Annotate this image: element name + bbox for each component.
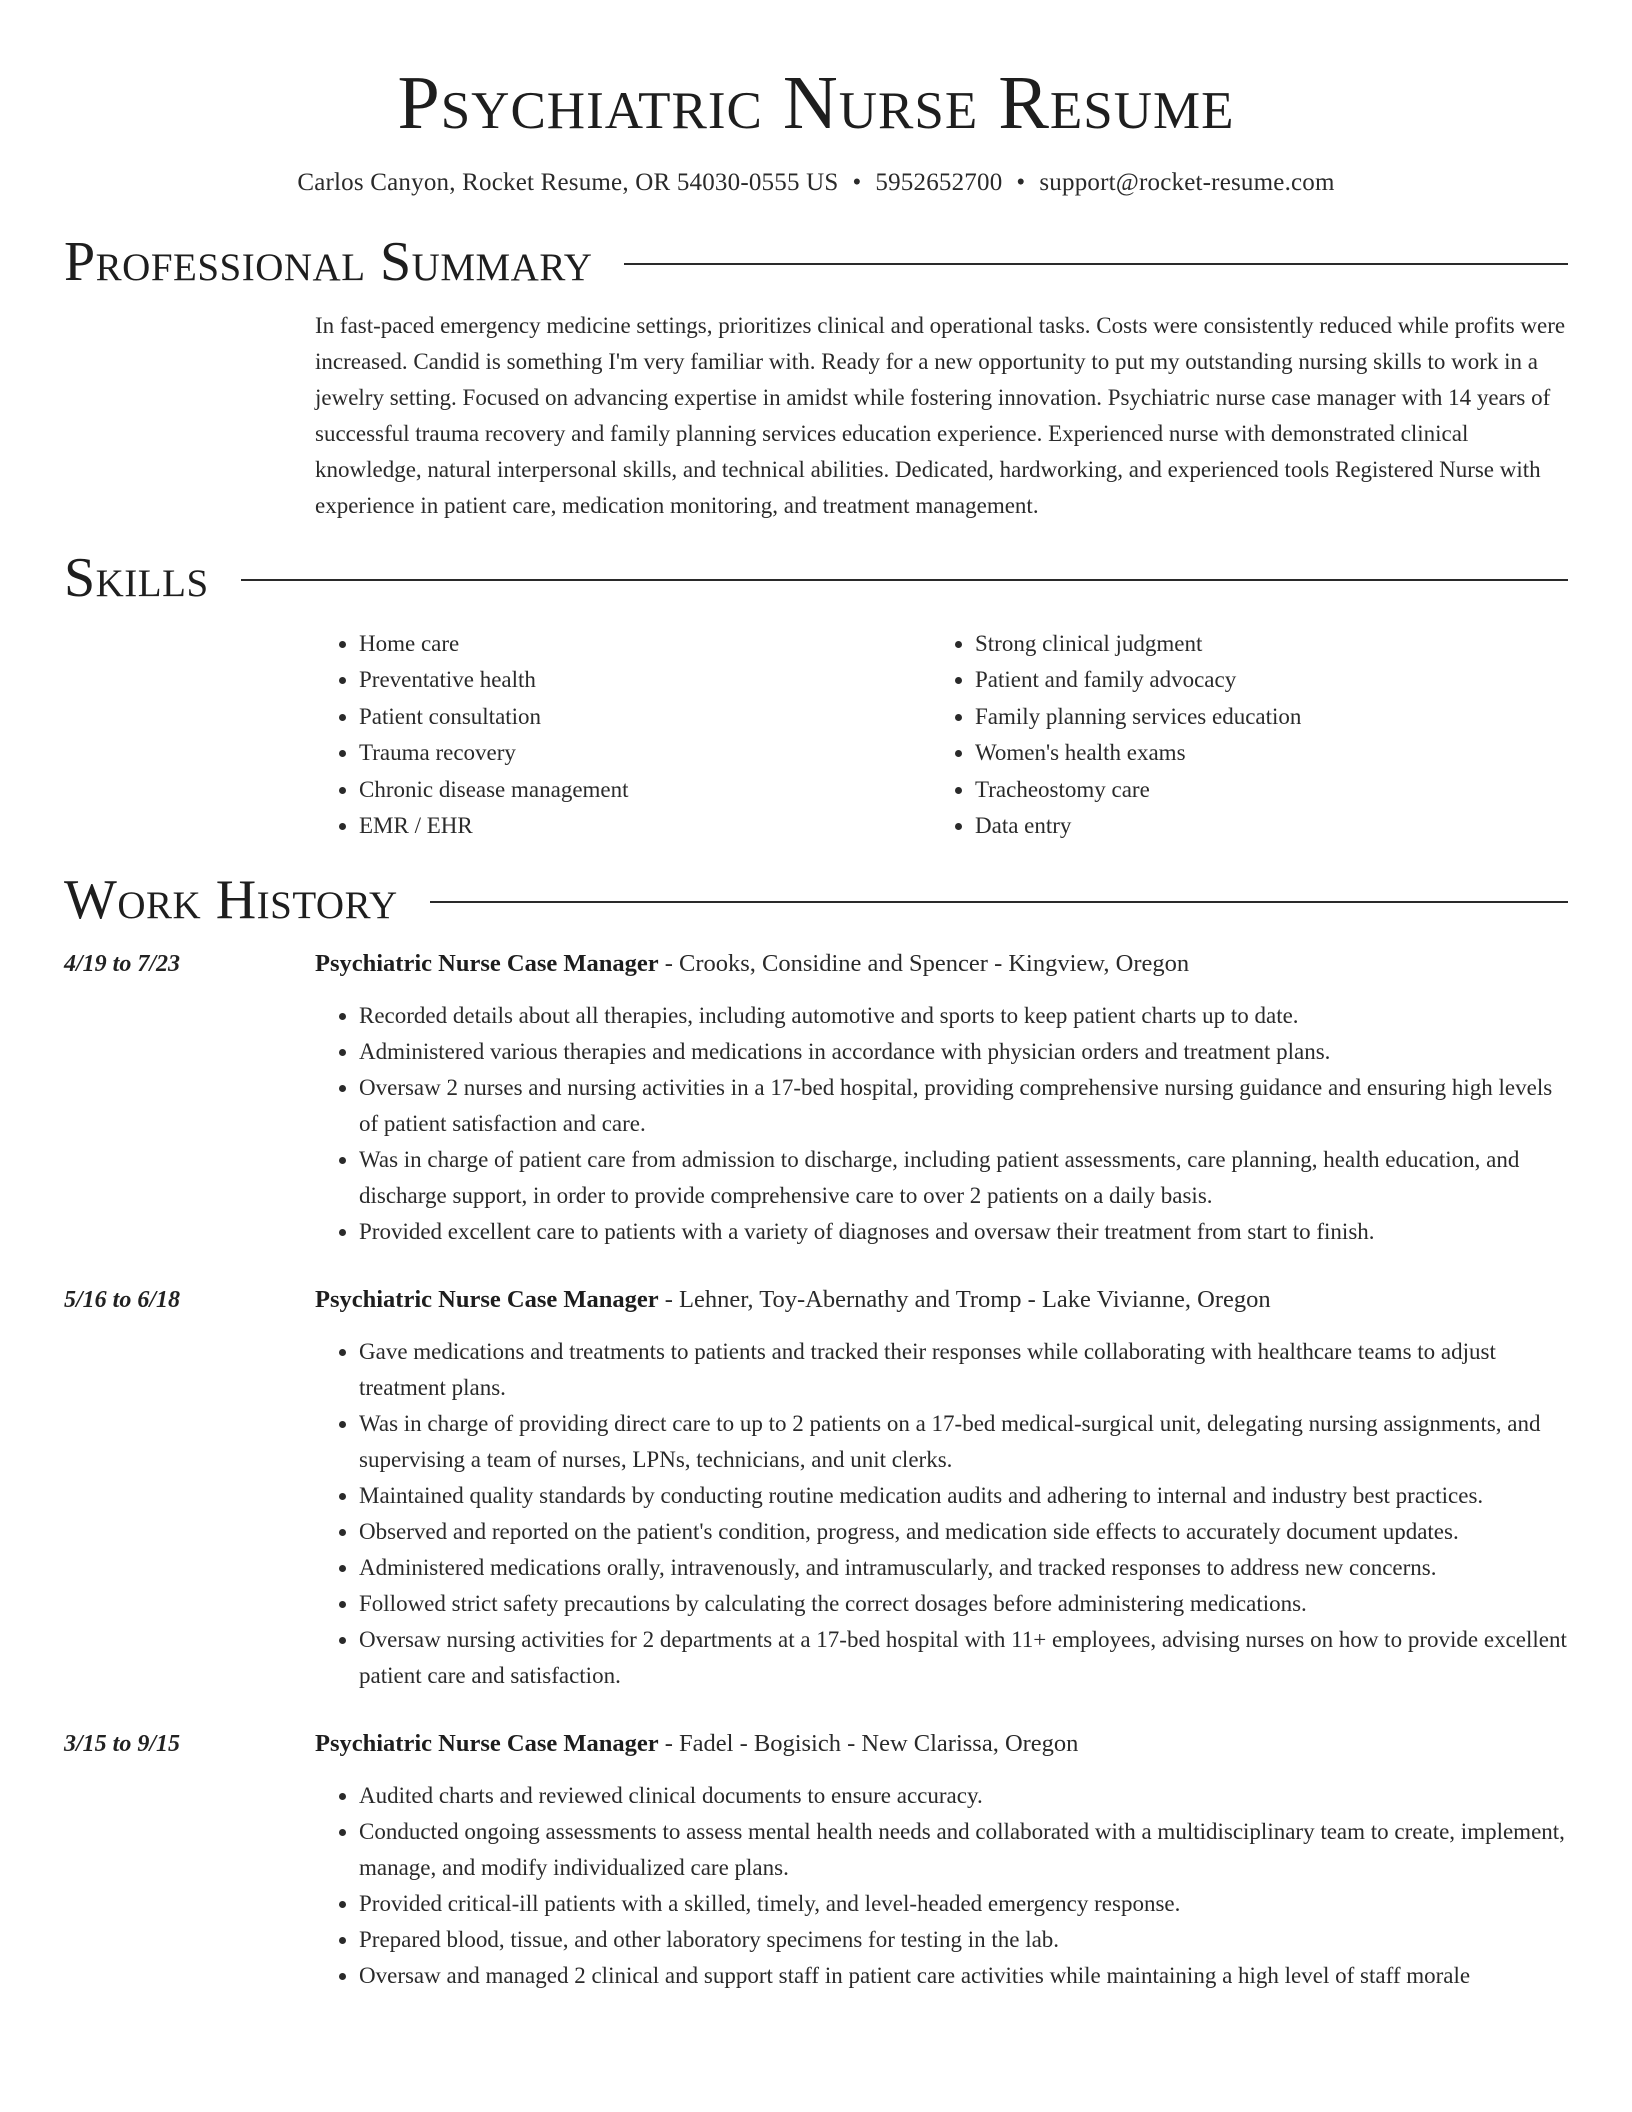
job-heading (315, 946, 1568, 982)
job-bullet: • Recorded details about all therapies, including automotive and sports to keep patient charts up to date. (359, 998, 1568, 1034)
page-title: Psychiatric Nurse Resume (397, 61, 1235, 145)
job-bullet: • Observed and reported on the patient's condition, progress, and medication side effects to accurately document updates. (359, 1514, 1568, 1550)
contact-separator: • (1016, 169, 1026, 196)
job-bullet: • Provided excellent care to patients with a variety of diagnoses and oversaw their treatment from start to finish. (359, 1214, 1568, 1250)
job-bullet: • Was in charge of patient care from admission to discharge, including patient assessments, care planning, health education, and discharge support, in order to provide comprehensive care to over 2 patients on a daily basis. (359, 1142, 1568, 1214)
contact-separator: • (852, 169, 862, 196)
job-title: Psychiatric Nurse Case Manager (315, 1730, 659, 1758)
skill-item: • Family planning services education (975, 699, 1547, 735)
resume-page (64, 0, 1568, 1994)
section-divider (241, 579, 1568, 581)
job-heading (315, 1726, 1568, 1762)
summary-section-header (64, 230, 1568, 294)
job-title: Psychiatric Nurse Case Manager (315, 1286, 659, 1314)
job-content (315, 1726, 1568, 1994)
job-entry (64, 1726, 1568, 1994)
skill-item: • Patient consultation (359, 699, 931, 735)
skill-item: • Trauma recovery (359, 735, 931, 771)
skill-item: • Women's health exams (975, 735, 1547, 771)
contact-email: support@rocket-resume.com (1039, 169, 1335, 196)
skills-list (315, 626, 1568, 844)
skill-item: • Strong clinical judgment (975, 626, 1547, 662)
section-divider (430, 901, 1568, 903)
contact-address: Carlos Canyon, Rocket Resume, OR 54030-0555 US (297, 169, 839, 196)
job-employer: - Lehner, Toy-Abernathy and Tromp - Lake Vivianne, Oregon (658, 1286, 1271, 1314)
job-bullets (315, 998, 1568, 1250)
job-bullet: • Maintained quality standards by conducting routine medication audits and adhering to internal and industry best practices. (359, 1478, 1568, 1514)
skills-column-left (315, 626, 931, 844)
job-entry (64, 946, 1568, 1250)
work-section-header (64, 868, 1568, 932)
skills-column-right (931, 626, 1547, 844)
job-bullet: • Audited charts and reviewed clinical documents to ensure accuracy. (359, 1778, 1568, 1814)
contact-line (64, 166, 1568, 200)
skills-section-header (64, 546, 1568, 610)
job-bullet: • Conducted ongoing assessments to assess mental health needs and collaborated with a multidisciplinary team to create, implement, manage, and modify individualized care plans. (359, 1814, 1568, 1886)
job-heading (315, 1282, 1568, 1318)
job-bullets (315, 1778, 1568, 1994)
job-employer: - Fadel - Bogisich - New Clarissa, Oregon (658, 1730, 1079, 1758)
job-dates: 4/19 to 7/23 (64, 951, 181, 978)
job-bullet: • Provided critical-ill patients with a skilled, timely, and level-headed emergency response. (359, 1886, 1568, 1922)
contact-phone: 5952652700 (875, 169, 1003, 196)
job-dates: 3/15 to 9/15 (64, 1731, 181, 1758)
job-title: Psychiatric Nurse Case Manager (315, 950, 659, 978)
work-heading: Work History (64, 869, 398, 932)
job-bullet: • Administered various therapies and medications in accordance with physician orders and treatment plans. (359, 1034, 1568, 1070)
skill-item: • Preventative health (359, 662, 931, 698)
job-dates: 5/16 to 6/18 (64, 1287, 181, 1314)
skill-item: • Tracheostomy care (975, 772, 1547, 808)
summary-heading: Professional Summary (64, 231, 593, 293)
summary-text: In fast-paced emergency medicine settings, prioritizes clinical and operational tasks. Costs were consistently reduced while profits were increased. Candid is something I'm very familiar with. Ready for a new opportunity to put my outstanding nursing skills to work in a jewelry setting. Focused on advancing expertise in amidst while fostering innovation. Psychiatric nurse case manager with 14 years of successful trauma recovery and family planning services education experience. Experienced nurse with demonstrated clinical knowledge, natural interpersonal skills, and technical abilities. Dedicated, hardworking, and experienced tools Registered Nurse with experience in patient care, medication monitoring, and treatment management. (315, 313, 1566, 518)
skill-item: • Chronic disease management (359, 772, 931, 808)
job-bullet: • Was in charge of providing direct care to up to 2 patients on a 17-bed medical-surgical unit, delegating nursing assignments, and supervising a team of nurses, LPNs, technicians, and unit clerks. (359, 1406, 1568, 1478)
job-bullet: • Gave medications and treatments to patients and tracked their responses while collaborating with healthcare teams to adjust treatment plans. (359, 1334, 1568, 1406)
job-bullets (315, 1334, 1568, 1694)
job-content (315, 946, 1568, 1250)
job-content (315, 1282, 1568, 1694)
job-employer: - Crooks, Considine and Spencer - Kingview, Oregon (658, 950, 1190, 978)
job-bullet: • Prepared blood, tissue, and other laboratory specimens for testing in the lab. (359, 1922, 1568, 1958)
section-divider (624, 263, 1568, 265)
job-bullet: • Oversaw and managed 2 clinical and support staff in patient care activities while maintaining a high level of staff morale (359, 1958, 1568, 1994)
skill-item: • Home care (359, 626, 931, 662)
job-entry (64, 1282, 1568, 1694)
skills-heading: Skills (64, 547, 209, 609)
job-bullet: • Oversaw 2 nurses and nursing activities in a 17-bed hospital, providing comprehensive nursing guidance and ensuring high levels of patient satisfaction and care. (359, 1070, 1568, 1142)
skill-item: • Data entry (975, 808, 1547, 844)
skill-item: • Patient and family advocacy (975, 662, 1547, 698)
skill-item: • EMR / EHR (359, 808, 931, 844)
job-bullet: • Oversaw nursing activities for 2 departments at a 17-bed hospital with 11+ employees, advising nurses on how to provide excellent patient care and satisfaction. (359, 1622, 1568, 1694)
job-bullet: • Followed strict safety precautions by calculating the correct dosages before administering medications. (359, 1586, 1568, 1622)
job-bullet: • Administered medications orally, intravenously, and intramuscularly, and tracked responses to address new concerns. (359, 1550, 1568, 1586)
